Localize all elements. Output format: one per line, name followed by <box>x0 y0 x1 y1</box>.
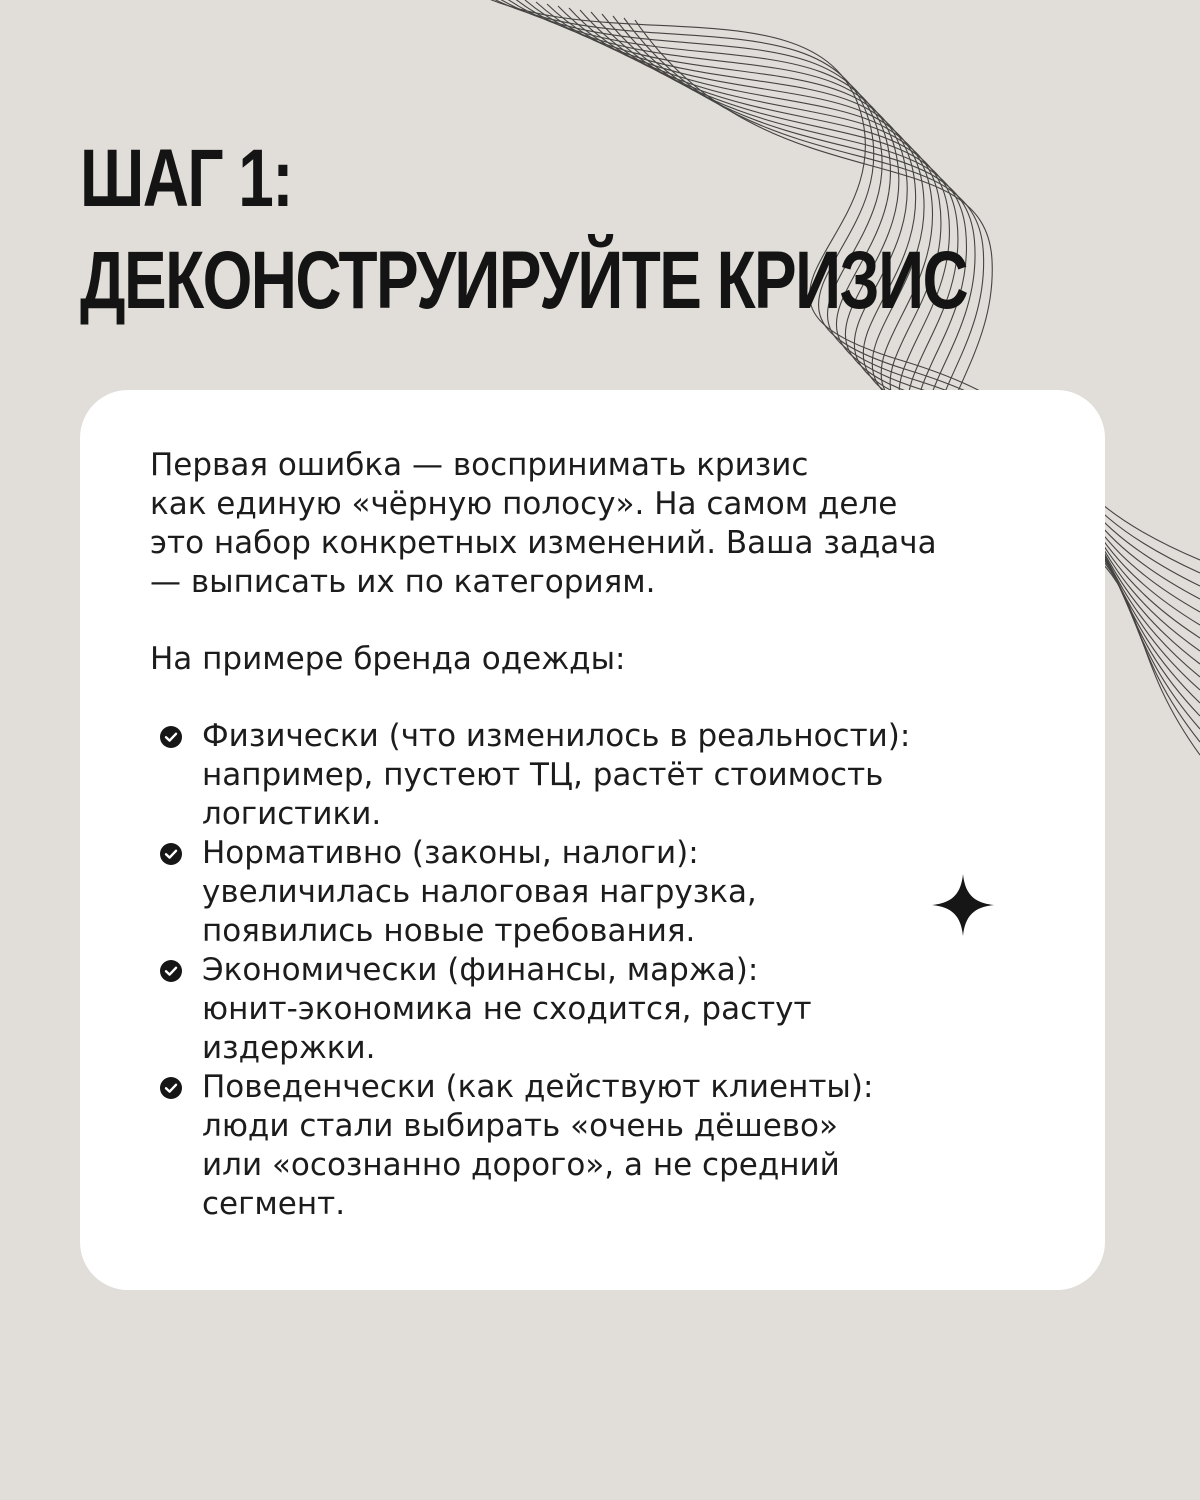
list-item <box>150 1068 1035 1224</box>
item-line: появились новые требования. <box>202 913 696 949</box>
item-line: логистики. <box>202 796 382 832</box>
item-line: сегмент. <box>202 1186 346 1222</box>
item-line: Экономически (финансы, маржа): <box>202 952 759 988</box>
category-list <box>150 717 1035 1224</box>
item-line: Поведенчески (как действуют клиенты): <box>202 1069 874 1105</box>
title-line-2: ДЕКОНСТРУИРУЙТЕ КРИЗИС <box>80 235 968 326</box>
list-item <box>150 951 1035 1068</box>
intro-line: — выписать их по категориям. <box>150 564 656 600</box>
list-item <box>150 834 1035 951</box>
item-line: Нормативно (законы, налоги): <box>202 835 699 871</box>
page-title <box>80 128 1200 332</box>
check-circle-icon <box>160 843 182 865</box>
check-circle-icon <box>160 1077 182 1099</box>
example-label: На примере бренда одежды: <box>150 641 626 677</box>
check-circle-icon <box>160 960 182 982</box>
intro-line: это набор конкретных изменений. Ваша задача <box>150 525 937 561</box>
item-line: юнит-экономика не сходится, растут <box>202 991 812 1027</box>
item-line: Физически (что изменилось в реальности): <box>202 718 911 754</box>
intro-paragraph <box>150 446 1035 602</box>
content-card <box>80 390 1105 1290</box>
item-line: издержки. <box>202 1030 376 1066</box>
item-line: люди стали выбирать «очень дёшево» <box>202 1108 838 1144</box>
intro-line: как единую «чёрную полосу». На самом деле <box>150 486 898 522</box>
item-line: например, пустеют ТЦ, растёт стоимость <box>202 757 884 793</box>
title-line-1: ШАГ 1: <box>80 133 293 224</box>
item-line: или «осознанно дорого», а не средний <box>202 1147 840 1183</box>
sparkle-icon <box>932 874 994 936</box>
item-line: увеличилась налоговая нагрузка, <box>202 874 757 910</box>
intro-line: Первая ошибка — воспринимать кризис <box>150 447 809 483</box>
list-item <box>150 717 1035 834</box>
check-circle-icon <box>160 726 182 748</box>
